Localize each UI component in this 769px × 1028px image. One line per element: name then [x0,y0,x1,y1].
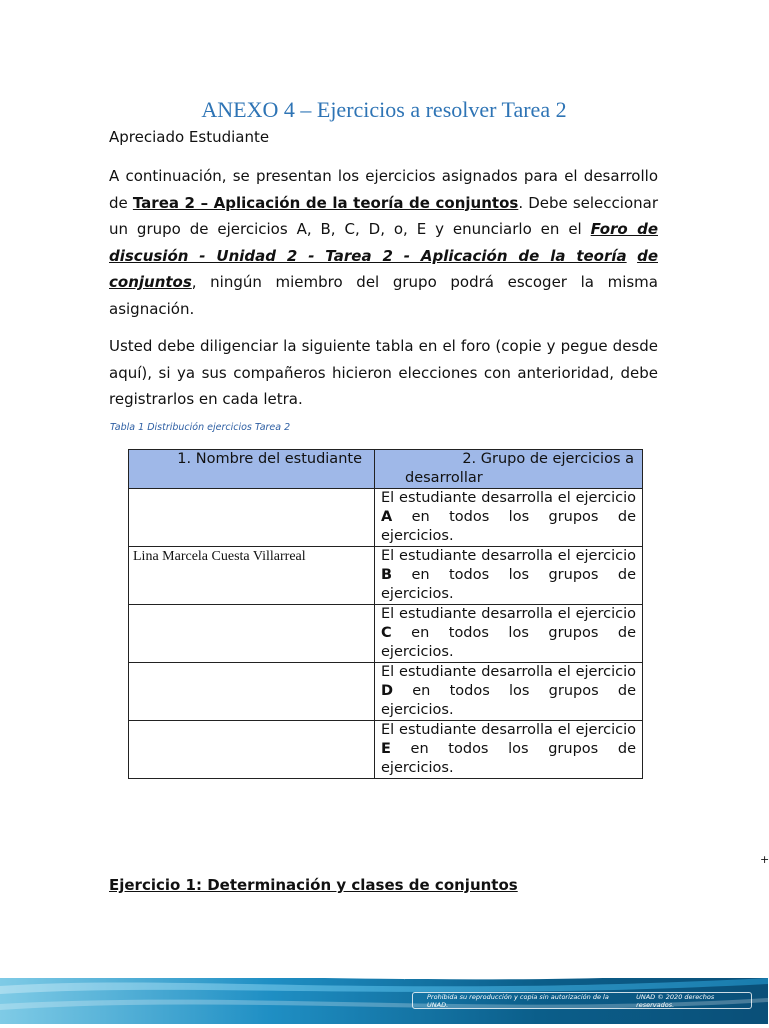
exercise-letter: D [381,683,394,699]
student-name-header: 1. Nombre del estudiante [129,450,375,489]
description-text: El estudiante desarrolla el ejercicio [381,664,636,680]
page-title: ANEXO 4 – Ejercicios a resolver Tarea 2 [201,97,567,122]
footer-notice: Prohibida su reproducción y copia sin autorización de la UNAD. [427,992,609,1009]
description-text-end: en todos los grupos de ejercicios. [381,509,636,544]
intro-paragraph [109,163,658,322]
footer-notice-bar [412,992,752,1009]
exercise-group-header-line1: 2. Grupo de ejercicios a [462,451,634,467]
description-text: El estudiante desarrolla el ejercicio [381,548,636,564]
footer-rights: UNAD © 2020 derechos reservados. [636,992,715,1009]
description-text: El estudiante desarrolla el ejercicio [381,722,636,738]
exercise-description [375,663,643,721]
exercise-group-header [375,450,643,489]
task-title: Tarea 2 – Aplicación de la teoría de conjuntos [132,193,519,212]
table-row [129,605,643,663]
student-name-cell[interactable]: Lina Marcela Cuesta Villarreal [129,547,375,605]
exercise-letter: C [381,625,392,641]
table-caption: Tabla 1 Distribución ejercicios Tarea 2 [110,422,291,433]
forum-name: Foro de discusión - Unidad 2 - Tarea 2 - Aplicación de la teoría [109,220,658,265]
intro-text-2: . Debe seleccionar un grupo de ejercicios A, B, C, D, o, E y enunciarlo en el [109,193,658,238]
description-text-end: en todos los grupos de ejercicios. [381,683,636,718]
exercise-description [375,721,643,779]
exercise-letter: A [381,509,393,525]
intro-space [627,247,637,265]
description-text-end: en todos los grupos de ejercicios. [381,567,636,602]
exercise-description [375,605,643,663]
table-header-row [129,450,643,489]
forum-name-end: de conjuntos [109,246,658,291]
footer-banner [0,964,768,1024]
exercise-letter: B [381,567,393,583]
student-name-cell[interactable] [129,489,375,547]
table-row [129,663,643,721]
student-name-cell[interactable] [129,663,375,721]
exercise-group-header-line2: desarrollar [405,470,483,486]
intro-text-3: , ningún miembro del grupo podrá escoger la misma asignación. [109,273,658,318]
exercise-description [375,547,643,605]
instructions-paragraph: Usted debe diligenciar la siguiente tabla en el foro (copie y pegue desde aquí), si ya sus compañeros hicieron elecciones con anterioridad, debe registrarlos en cada letra. [109,337,658,408]
plus-mark: + [760,853,769,866]
distribution-table [128,449,643,779]
description-text-end: en todos los grupos de ejercicios. [381,625,636,660]
table-row [129,489,643,547]
exercise-heading: Ejercicio 1: Determinación y clases de conjuntos [109,876,518,894]
description-text: El estudiante desarrolla el ejercicio [381,606,636,622]
greeting: Apreciado Estudiante [109,128,270,146]
description-text: El estudiante desarrolla el ejercicio [381,490,636,506]
student-name-cell[interactable] [129,721,375,779]
exercise-description [375,489,643,547]
student-name-cell[interactable] [129,605,375,663]
description-text-end: en todos los grupos de ejercicios. [381,741,636,776]
table-row [129,547,643,605]
intro-text-1: A continuación, se presentan los ejercicios asignados para el desarrollo de [109,167,658,212]
exercise-letter: E [381,741,391,757]
table-row [129,721,643,779]
